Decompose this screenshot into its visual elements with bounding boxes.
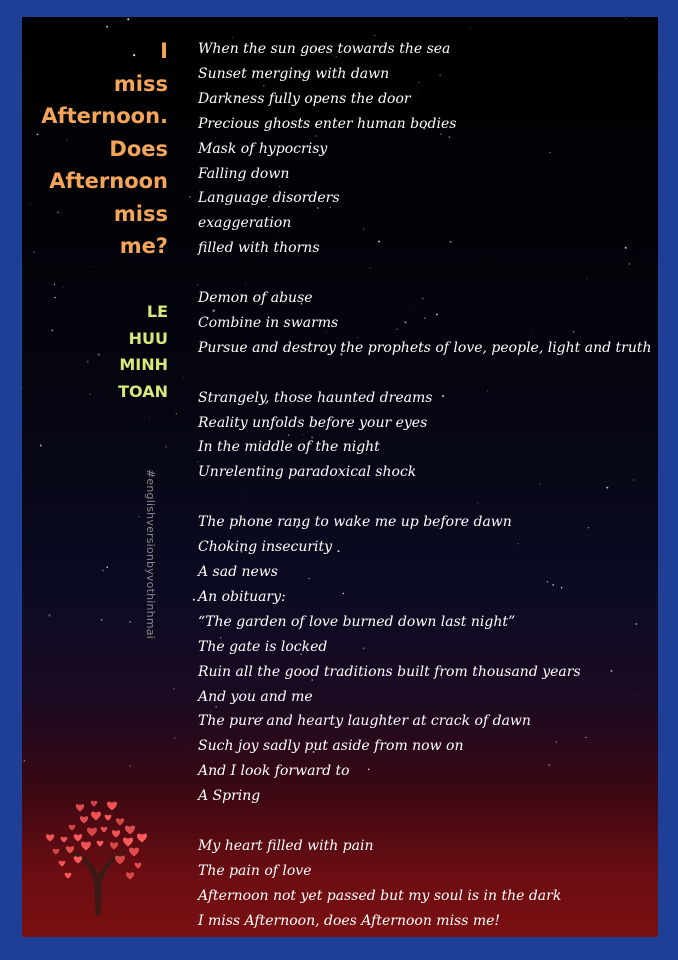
author-line: TOAN	[118, 381, 168, 401]
poem-line: Such joy sadly put aside from now on	[198, 738, 464, 755]
heart-leaf-icon	[74, 856, 82, 863]
poem-line: Precious ghosts enter human bodies	[198, 115, 457, 132]
heart-leaf-icon	[74, 834, 82, 841]
poem-line: Demon of abuse	[198, 290, 313, 307]
poem-line: filled with thorns	[198, 240, 320, 257]
title-line: miss	[113, 201, 168, 226]
heart-leaf-icon	[53, 849, 60, 855]
poem-line: Unrelenting paradoxical shock	[198, 464, 417, 481]
heart-leaf-icon	[66, 846, 74, 853]
heart-leaf-icon	[80, 816, 88, 823]
heart-leaf-icon	[69, 825, 76, 831]
heart-leaf-icon	[81, 842, 91, 851]
poem-line: Sunset merging with dawn	[198, 65, 390, 82]
heart-leaf-icon	[91, 812, 101, 821]
hashtag-credit: #englishversionbyvothinhmai	[144, 469, 157, 639]
stanza-gap	[198, 809, 656, 834]
poem-line: exaggeration	[198, 215, 292, 232]
poem-line: And you and me	[198, 688, 313, 705]
poem-line: When the sun goes towards the sea	[198, 41, 451, 57]
heart-leaf-icon	[91, 801, 98, 807]
author-line: LE	[146, 302, 168, 321]
heart-leaf-icon	[107, 802, 117, 811]
poem-title	[28, 35, 168, 263]
title-line: Afternoon.	[41, 104, 168, 128]
poem-line: The pure and hearty laughter at crack of dawn	[198, 713, 531, 730]
poem-line: Mask of hypocrisy	[198, 140, 328, 157]
poem-line: A Spring	[198, 788, 261, 805]
poem-line: Ruin all the good traditions built from thousand years	[198, 663, 581, 680]
poem-line: Choking insecurity	[198, 539, 333, 556]
author-line: MINH	[119, 355, 168, 374]
poem-line: Darkness fully opens the door	[198, 90, 411, 107]
author-name	[68, 299, 168, 405]
poem-line: Combine in swarms	[198, 314, 339, 331]
heart-leaf-icon	[129, 848, 139, 857]
heart-leaf-icon	[137, 834, 147, 843]
heart-leaf-icon	[105, 815, 112, 821]
title-line: me?	[119, 234, 168, 258]
heart-leaf-icon	[65, 873, 72, 879]
poem-line: Reality unfolds before your eyes	[198, 414, 428, 431]
poem-line: Afternoon not yet passed but my soul is in the dark	[198, 887, 562, 904]
heart-leaf-icon	[125, 826, 135, 835]
stanza-gap	[198, 361, 656, 386]
poem-card	[22, 17, 658, 937]
poem-line: The phone rang to wake me up before dawn	[198, 514, 512, 531]
heart-leaf-icon	[76, 804, 84, 811]
poem-line: “The garden of love burned down last night”	[198, 613, 516, 630]
stanza-gap	[198, 485, 656, 510]
heart-leaf-icon	[61, 837, 68, 843]
poem-body	[198, 37, 656, 934]
heart-leaf-icon	[59, 861, 66, 867]
heart-leaf-icon	[126, 872, 134, 879]
heart-leaf-icon	[101, 827, 108, 833]
title-line: Does	[109, 136, 168, 161]
poem-line: And I look forward to	[198, 763, 350, 780]
poem-line: I miss Afternoon, does Afternoon miss me!	[198, 912, 501, 929]
heart-leaf-icon	[97, 841, 104, 847]
stanza-gap	[198, 261, 656, 286]
poem-line: My heart filled with pain	[198, 837, 374, 854]
title-line: miss	[113, 71, 168, 96]
heart-leaf-icon	[123, 838, 133, 847]
poem-line: A sad news	[198, 563, 278, 580]
heart-leaf-icon	[87, 828, 97, 837]
heart-leaf-icon	[46, 834, 54, 841]
heart-leaf-icon	[116, 818, 124, 825]
poem-line: Language disorders	[198, 190, 340, 207]
author-line: HUU	[128, 328, 168, 348]
heart-tree-icon	[34, 787, 164, 917]
heart-leaf-icon	[115, 856, 125, 865]
poem-line: Strangely, those haunted dreams	[198, 389, 433, 406]
heart-leaf-icon	[135, 863, 142, 869]
heart-leaf-icon	[112, 830, 120, 837]
poem-line: The gate is locked	[198, 638, 328, 655]
poem-line: Pursue and destroy the prophets of love, people, light and truth	[198, 339, 652, 356]
heart-leaf-icon	[110, 842, 118, 849]
title-line: I	[160, 39, 168, 63]
title-line: Afternoon	[49, 169, 168, 193]
poem-line: The pain of love	[198, 862, 312, 879]
poem-line: In the middle of the night	[198, 439, 380, 456]
poem-line: Falling down	[198, 165, 290, 182]
poem-line: An obituary:	[198, 588, 286, 605]
